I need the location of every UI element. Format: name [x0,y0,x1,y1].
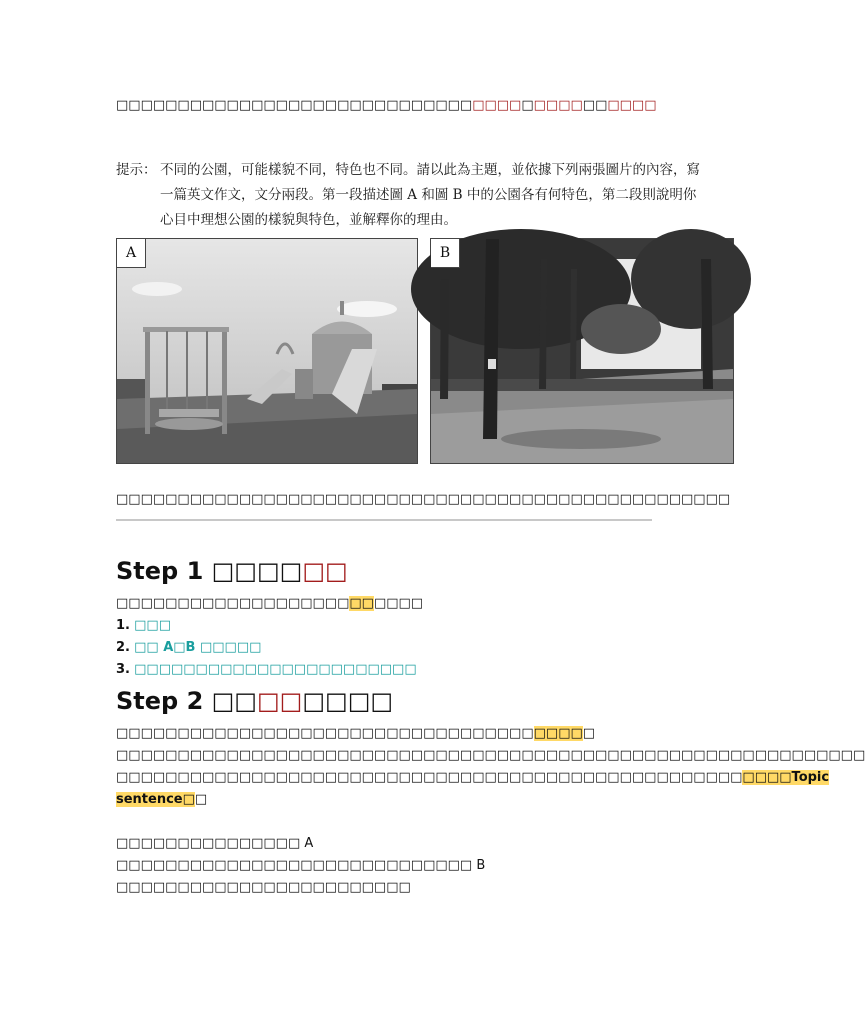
step2-p2-line-2: □□□□□□□□□□□□□□□□□□□□□□□□□□□□□□□□□□□□□□□□□□□□□□□□□□□ [116,770,743,785]
step1-item-1-text: □□□ [134,618,171,633]
intro-sep-2: □□ [582,98,608,113]
forest-park-illustration [431,239,733,463]
picture-a-tag: A [117,239,146,268]
step1-item-3-text: □□□□□□□□□□□□□□□□□□□□□□□ [134,662,417,677]
intro-red-2: □□□□ [533,98,583,113]
step1-desc-b: □□□□ [373,596,424,611]
step2-p1-highlight: □□□□ [533,726,583,741]
step1-item-3 [116,660,417,680]
divider [116,519,652,521]
step1-heading-red: □□ [302,557,348,585]
step2-heading-b: □□□□ [302,687,394,715]
intro-red-1: □□□□ [472,98,522,113]
step1-description [116,594,423,614]
step2-p1-a: □□□□□□□□□□□□□□□□□□□□□□□□□□□□□□□□□□ [116,726,534,741]
step2-p1-b: □ [582,726,596,741]
step2-p2-line-2-wrap [116,767,830,811]
intro-line [116,96,657,116]
step2-paragraph-1 [116,724,595,744]
step2-p2-line-1: □□□□□□□□□□□□□□□□□□□□□□□□□□□□□□□□□□□□□□□□□□□□□□□□□□□□□□□□□□□□□ [116,748,865,763]
picture-b-forest-park [430,238,734,464]
step2-heading-red: □□ [256,687,303,715]
prompt-label: 提示： [116,162,157,178]
exam-prompt [116,158,732,233]
step1-item-2 [116,638,261,658]
prompt-line-3: 心目中理想公園的樣貌與特色，並解釋你的理由。 [160,212,457,228]
step2-paragraph-2 [116,745,865,811]
step2-p2-highlight: □□□□Topic sentence□ [116,770,830,807]
playground-illustration [117,239,417,463]
picture-b-tag: B [431,239,460,268]
intro-sep-1: □ [521,98,534,113]
intro-text: □□□□□□□□□□□□□□□□□□□□□□□□□□□□□ [116,98,473,113]
step1-item-2-num: 2. [116,640,130,655]
step1-heading [116,556,348,586]
step1-desc-highlight: □□ [349,596,374,611]
step2-paragraph-3: □□□□□□□□□□□□□□□ A □□□□□□□□□□□□□□□□□□□□□□□□□□□□□ B □□□□□□□□□□□□□□□□□□□□□□□□ [116,836,486,895]
step2-p2-end: □ [194,792,208,807]
step2-heading [116,686,393,716]
prompt-body [160,158,732,233]
step2-heading-a: Step 2 □□ [116,687,257,715]
step1-item-1-num: 1. [116,618,130,633]
exam-pictures [116,238,736,464]
prompt-line-2: 一篇英文作文，文分兩段。第一段描述圖 A 和圖 B 中的公園各有何特色，第二段則說明你 [160,187,697,203]
step1-item-1 [116,616,171,636]
step1-desc-a: □□□□□□□□□□□□□□□□□□□ [116,596,350,611]
intro-red-3: □□□□ [607,98,657,113]
step1-item-2-text: □□ A□B □□□□□ [134,640,262,655]
step1-item-3-num: 3. [116,662,130,677]
prompt-line-1: 不同的公園，可能樣貌不同，特色也不同。請以此為主題，並依據下列兩張圖片的內容，寫 [160,162,700,178]
note-line: □□□□□□□□□□□□□□□□□□□□□□□□□□□□□□□□□□□□□□□□□□□□□□□□□□ [116,492,731,507]
step1-heading-text: Step 1 □□□□ [116,557,303,585]
picture-a-playground [116,238,418,464]
